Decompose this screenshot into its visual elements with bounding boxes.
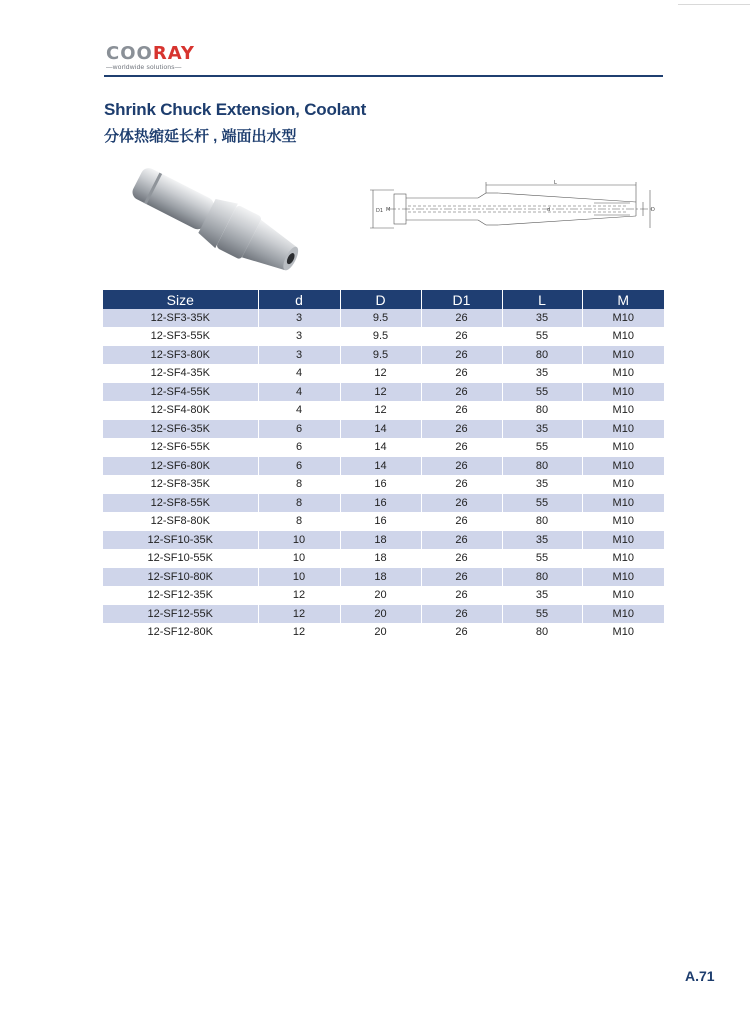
table-cell: 26 (421, 327, 502, 346)
table-cell: 20 (340, 605, 421, 624)
table-cell: 55 (502, 549, 582, 568)
table-cell: 26 (421, 438, 502, 457)
table-cell: 6 (258, 457, 340, 476)
table-cell: 6 (258, 438, 340, 457)
table-cell: 14 (340, 420, 421, 439)
table-cell: M10 (582, 586, 664, 605)
table-cell: 55 (502, 494, 582, 513)
table-cell: 14 (340, 438, 421, 457)
table-row (103, 475, 664, 494)
table-cell: 12-SF10-80K (103, 568, 258, 587)
product-photo (120, 155, 310, 285)
table-cell: 35 (502, 531, 582, 550)
table-cell: 12-SF10-35K (103, 531, 258, 550)
table-cell: M10 (582, 457, 664, 476)
table-cell: 18 (340, 549, 421, 568)
table-cell: 12-SF3-55K (103, 327, 258, 346)
table-row (103, 309, 664, 327)
table-cell: M10 (582, 327, 664, 346)
table-cell: 3 (258, 309, 340, 327)
dim-label-big-d: D (651, 207, 655, 213)
table-cell: 26 (421, 383, 502, 402)
table-cell: M10 (582, 512, 664, 531)
table-cell: 4 (258, 364, 340, 383)
table-cell: 12-SF6-55K (103, 438, 258, 457)
table-cell: 16 (340, 475, 421, 494)
table-cell: 35 (502, 586, 582, 605)
table-cell: 12-SF8-35K (103, 475, 258, 494)
table-body (103, 309, 664, 642)
table-cell: 26 (421, 549, 502, 568)
table-cell: 12-SF4-80K (103, 401, 258, 420)
table-cell: 9.5 (340, 309, 421, 327)
corner-rule (678, 4, 750, 5)
table-cell: 35 (502, 309, 582, 327)
table-cell: 12 (258, 586, 340, 605)
table-cell: 12-SF4-55K (103, 383, 258, 402)
table-cell: 26 (421, 586, 502, 605)
table-cell: 80 (502, 401, 582, 420)
table-cell: 26 (421, 364, 502, 383)
table-row (103, 346, 664, 365)
table-cell: 12-SF6-80K (103, 457, 258, 476)
table-cell: 8 (258, 475, 340, 494)
table-cell: 10 (258, 531, 340, 550)
table-cell: M10 (582, 494, 664, 513)
table-cell: 6 (258, 420, 340, 439)
table-cell: 3 (258, 327, 340, 346)
table-cell: 80 (502, 457, 582, 476)
column-header-l: L (502, 290, 582, 309)
table-cell: 26 (421, 531, 502, 550)
table-cell: 20 (340, 623, 421, 642)
table-cell: M10 (582, 309, 664, 327)
table-cell: 55 (502, 605, 582, 624)
technical-drawing (368, 178, 660, 240)
table-cell: 26 (421, 457, 502, 476)
table-cell: 55 (502, 438, 582, 457)
table-cell: 10 (258, 568, 340, 587)
table-row (103, 494, 664, 513)
table-cell: 12-SF10-55K (103, 549, 258, 568)
table-cell: 12 (258, 623, 340, 642)
table-cell: 35 (502, 364, 582, 383)
table-row (103, 420, 664, 439)
table-cell: 26 (421, 605, 502, 624)
product-title-chinese: 分体热缩延长杆 , 端面出水型 (104, 128, 297, 145)
table-cell: 35 (502, 420, 582, 439)
table-cell: 12-SF12-35K (103, 586, 258, 605)
table-row (103, 586, 664, 605)
table-cell: 12-SF8-55K (103, 494, 258, 513)
table-cell: 12-SF12-55K (103, 605, 258, 624)
table-cell: 16 (340, 494, 421, 513)
dim-label-d1: D1 (376, 208, 384, 214)
table-cell: 3 (258, 346, 340, 365)
table-cell: 18 (340, 568, 421, 587)
table-cell: 9.5 (340, 327, 421, 346)
table-cell: 14 (340, 457, 421, 476)
table-cell: 26 (421, 512, 502, 531)
table-cell: 12-SF6-35K (103, 420, 258, 439)
table-cell: 12-SF4-35K (103, 364, 258, 383)
table-cell: 26 (421, 623, 502, 642)
table-cell: 12 (340, 401, 421, 420)
specification-table (103, 290, 664, 642)
table-cell: 80 (502, 623, 582, 642)
table-cell: M10 (582, 383, 664, 402)
table-row (103, 438, 664, 457)
table-cell: 80 (502, 568, 582, 587)
table-cell: 4 (258, 401, 340, 420)
table-cell: M10 (582, 531, 664, 550)
table-cell: M10 (582, 605, 664, 624)
table-cell: 12-SF12-80K (103, 623, 258, 642)
table-cell: 12 (258, 605, 340, 624)
column-header-d: d (258, 290, 340, 309)
table-cell: 26 (421, 309, 502, 327)
table-cell: 8 (258, 512, 340, 531)
table-row (103, 531, 664, 550)
dim-label-m: M (386, 207, 391, 213)
table-cell: 26 (421, 475, 502, 494)
column-header-size: Size (103, 290, 258, 309)
table-cell: M10 (582, 568, 664, 587)
table-row (103, 327, 664, 346)
table-row (103, 383, 664, 402)
logo-tagline: —worldwide solutions— (106, 64, 182, 71)
table-cell: M10 (582, 401, 664, 420)
table-cell: M10 (582, 438, 664, 457)
product-title-english: Shrink Chuck Extension, Coolant (104, 100, 367, 119)
table-cell: 26 (421, 346, 502, 365)
table-cell: 80 (502, 512, 582, 531)
table-cell: 80 (502, 346, 582, 365)
table-cell: 16 (340, 512, 421, 531)
table-cell: 20 (340, 586, 421, 605)
table-cell: 12-SF3-80K (103, 346, 258, 365)
company-logo (106, 45, 216, 77)
table-row (103, 549, 664, 568)
table-row (103, 623, 664, 642)
table-cell: M10 (582, 346, 664, 365)
table-cell: 26 (421, 494, 502, 513)
table-row (103, 364, 664, 383)
table-cell: 4 (258, 383, 340, 402)
table-cell: M10 (582, 364, 664, 383)
table-row (103, 512, 664, 531)
table-cell: 26 (421, 401, 502, 420)
table-cell: 10 (258, 549, 340, 568)
table-cell: 8 (258, 494, 340, 513)
table-cell: 55 (502, 327, 582, 346)
table-header-row (103, 290, 664, 309)
logo-wordmark: COORAY (106, 43, 195, 64)
table-cell: 12-SF8-80K (103, 512, 258, 531)
table-row (103, 401, 664, 420)
table-cell: 12-SF3-35K (103, 309, 258, 327)
table-cell: 18 (340, 531, 421, 550)
column-header-m: M (582, 290, 664, 309)
column-header-big-d: D (340, 290, 421, 309)
table-cell: 26 (421, 568, 502, 587)
table-cell: 35 (502, 475, 582, 494)
table-row (103, 605, 664, 624)
table-cell: 55 (502, 383, 582, 402)
table-cell: 12 (340, 364, 421, 383)
table-row (103, 568, 664, 587)
column-header-d1: D1 (421, 290, 502, 309)
table-cell: 9.5 (340, 346, 421, 365)
table-cell: 12 (340, 383, 421, 402)
table-row (103, 457, 664, 476)
table-cell: M10 (582, 623, 664, 642)
dim-label-d: d (547, 207, 551, 213)
table-cell: 26 (421, 420, 502, 439)
page-number: A.71 (685, 968, 715, 984)
table-cell: M10 (582, 420, 664, 439)
table-cell: M10 (582, 549, 664, 568)
table-cell: M10 (582, 475, 664, 494)
header-divider (104, 75, 663, 77)
dim-label-l: L (554, 180, 557, 186)
